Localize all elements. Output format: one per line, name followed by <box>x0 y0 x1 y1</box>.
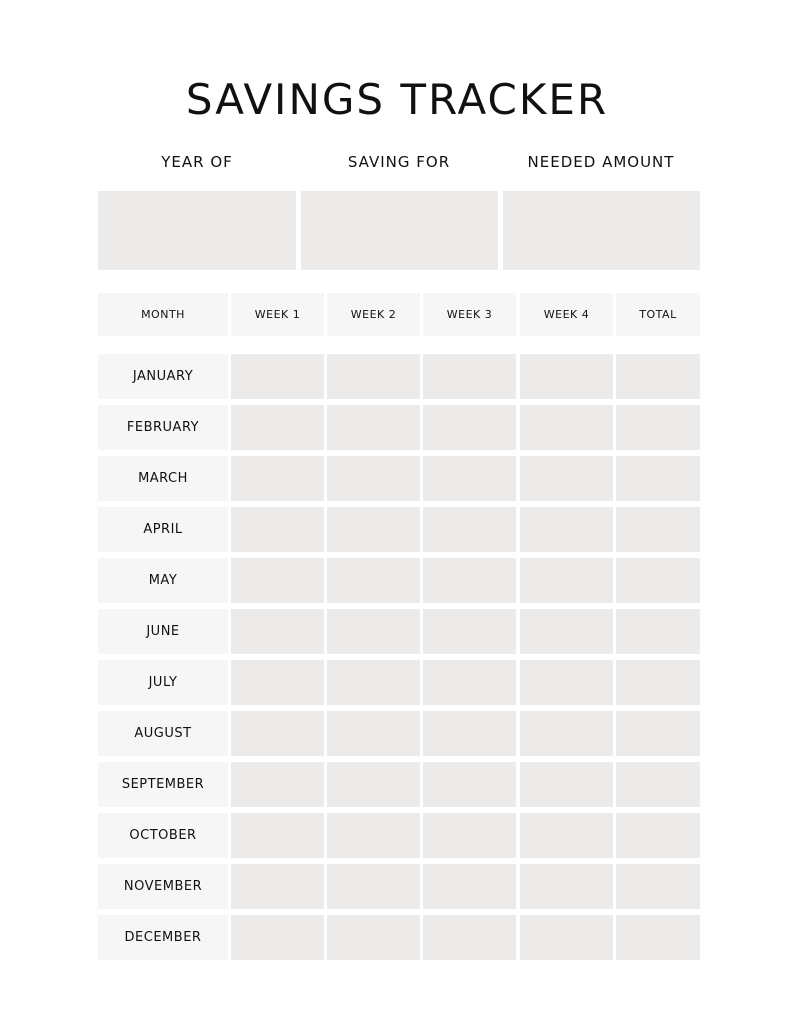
july-total-cell[interactable] <box>616 660 700 705</box>
september-week-1-cell[interactable] <box>231 762 324 807</box>
page-title: SAVINGS TRACKER <box>185 75 609 124</box>
month-label-march: MARCH <box>98 456 228 501</box>
march-total-cell[interactable] <box>616 456 700 501</box>
march-week-1-cell[interactable] <box>231 456 324 501</box>
november-week-3-cell[interactable] <box>423 864 516 909</box>
june-week-3-cell[interactable] <box>423 609 516 654</box>
september-total-cell[interactable] <box>616 762 700 807</box>
month-label-october: OCTOBER <box>98 813 228 858</box>
june-week-2-cell[interactable] <box>327 609 420 654</box>
november-total-cell[interactable] <box>616 864 700 909</box>
september-week-2-cell[interactable] <box>327 762 420 807</box>
may-week-3-cell[interactable] <box>423 558 516 603</box>
month-label-august: AUGUST <box>98 711 228 756</box>
march-week-3-cell[interactable] <box>423 456 516 501</box>
month-label-november: NOVEMBER <box>98 864 228 909</box>
month-label-december: DECEMBER <box>98 915 228 960</box>
january-week-1-cell[interactable] <box>231 354 324 399</box>
october-week-2-cell[interactable] <box>327 813 420 858</box>
august-week-4-cell[interactable] <box>520 711 613 756</box>
november-week-2-cell[interactable] <box>327 864 420 909</box>
october-total-cell[interactable] <box>616 813 700 858</box>
april-week-2-cell[interactable] <box>327 507 420 552</box>
july-week-4-cell[interactable] <box>520 660 613 705</box>
june-total-cell[interactable] <box>616 609 700 654</box>
january-week-2-cell[interactable] <box>327 354 420 399</box>
may-week-4-cell[interactable] <box>520 558 613 603</box>
january-total-cell[interactable] <box>616 354 700 399</box>
february-week-4-cell[interactable] <box>520 405 613 450</box>
october-week-4-cell[interactable] <box>520 813 613 858</box>
needed-amount-field[interactable] <box>503 191 700 270</box>
september-week-4-cell[interactable] <box>520 762 613 807</box>
june-week-4-cell[interactable] <box>520 609 613 654</box>
year-of-field[interactable] <box>98 191 296 270</box>
october-week-1-cell[interactable] <box>231 813 324 858</box>
march-week-4-cell[interactable] <box>520 456 613 501</box>
year-of-label: YEAR OF <box>161 153 233 171</box>
month-label-february: FEBRUARY <box>98 405 228 450</box>
november-week-4-cell[interactable] <box>520 864 613 909</box>
may-week-1-cell[interactable] <box>231 558 324 603</box>
april-week-4-cell[interactable] <box>520 507 613 552</box>
december-total-cell[interactable] <box>616 915 700 960</box>
needed-amount-label: NEEDED AMOUNT <box>527 153 675 171</box>
may-week-2-cell[interactable] <box>327 558 420 603</box>
month-label-january: JANUARY <box>98 354 228 399</box>
august-week-2-cell[interactable] <box>327 711 420 756</box>
august-total-cell[interactable] <box>616 711 700 756</box>
august-week-1-cell[interactable] <box>231 711 324 756</box>
december-week-1-cell[interactable] <box>231 915 324 960</box>
december-week-4-cell[interactable] <box>520 915 613 960</box>
january-week-4-cell[interactable] <box>520 354 613 399</box>
saving-for-field[interactable] <box>301 191 498 270</box>
column-header-week-3: WEEK 3 <box>423 293 516 336</box>
september-week-3-cell[interactable] <box>423 762 516 807</box>
column-header-week-2: WEEK 2 <box>327 293 420 336</box>
column-header-week-4: WEEK 4 <box>520 293 613 336</box>
october-week-3-cell[interactable] <box>423 813 516 858</box>
april-week-1-cell[interactable] <box>231 507 324 552</box>
august-week-3-cell[interactable] <box>423 711 516 756</box>
month-label-july: JULY <box>98 660 228 705</box>
february-week-3-cell[interactable] <box>423 405 516 450</box>
february-week-1-cell[interactable] <box>231 405 324 450</box>
april-total-cell[interactable] <box>616 507 700 552</box>
month-label-may: MAY <box>98 558 228 603</box>
november-week-1-cell[interactable] <box>231 864 324 909</box>
july-week-2-cell[interactable] <box>327 660 420 705</box>
column-header-total: TOTAL <box>616 293 700 336</box>
saving-for-label: SAVING FOR <box>347 153 451 171</box>
december-week-3-cell[interactable] <box>423 915 516 960</box>
july-week-1-cell[interactable] <box>231 660 324 705</box>
april-week-3-cell[interactable] <box>423 507 516 552</box>
column-header-month: MONTH <box>98 293 228 336</box>
february-total-cell[interactable] <box>616 405 700 450</box>
december-week-2-cell[interactable] <box>327 915 420 960</box>
june-week-1-cell[interactable] <box>231 609 324 654</box>
may-total-cell[interactable] <box>616 558 700 603</box>
month-label-april: APRIL <box>98 507 228 552</box>
column-header-week-1: WEEK 1 <box>231 293 324 336</box>
july-week-3-cell[interactable] <box>423 660 516 705</box>
month-label-september: SEPTEMBER <box>98 762 228 807</box>
month-label-june: JUNE <box>98 609 228 654</box>
march-week-2-cell[interactable] <box>327 456 420 501</box>
february-week-2-cell[interactable] <box>327 405 420 450</box>
january-week-3-cell[interactable] <box>423 354 516 399</box>
